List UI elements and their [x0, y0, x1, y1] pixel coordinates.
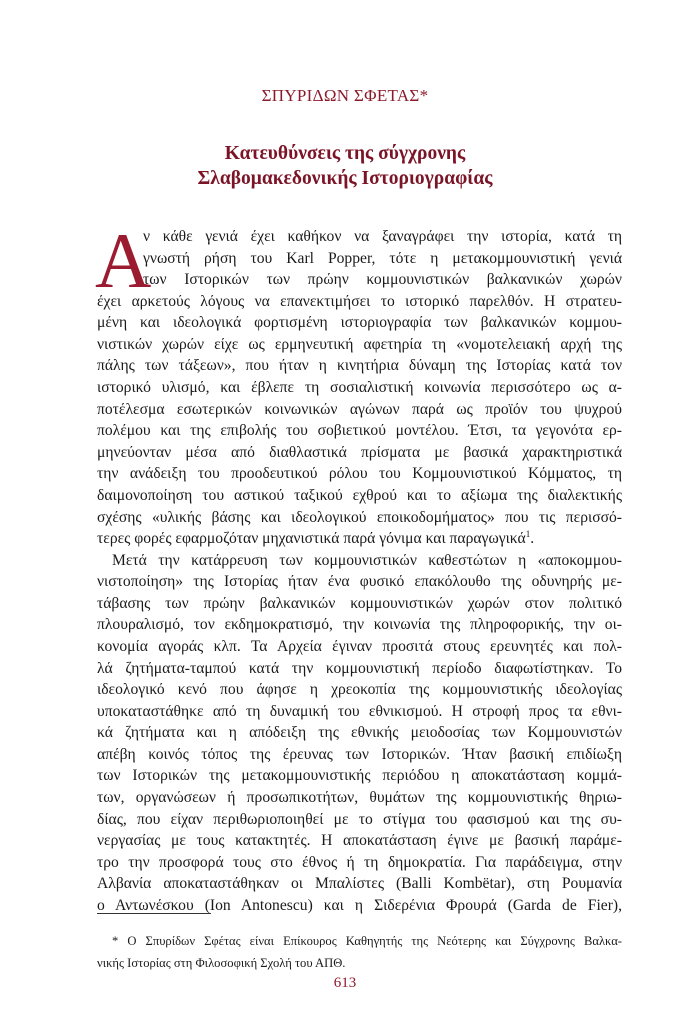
footnote [97, 932, 622, 975]
line-text: των Ιστορικών των πρώην κομμουνιστικών βαλκανικών χωρών [143, 271, 622, 289]
line-text: ιστορικό υλισμό, και έβλεπε τη σοσιαλιστική κοινωνία περισσότερο ως α- [97, 379, 622, 397]
line-text: μένη και ιδεολογικά φορτισμένη ιστοριογραφία των βαλκανικών κομμου- [97, 314, 622, 332]
line-text: την ανάδειξη του προοδευτικού ρόλου του Κομμουνιστικού Κόμματος, τη [97, 465, 622, 483]
article-body [95, 217, 622, 917]
line-text: Μετά την κατάρρευση των κομμουνιστικών καθεστώτων η «αποκομμου- [112, 551, 622, 569]
line-text: μηνεύονταν μέσα από διαθλαστικά πρίσματα με βασικά χαρακτηριστικά [97, 443, 622, 461]
footnote-line: νικής Ιστορίας στη Φιλοσοφική Σχολή του ΑΠΘ. [97, 955, 346, 970]
line-text: πολέμου και της επιβολής του σοβιετικού μοντέλου. Έτσι, τα γεγονότα ερ- [97, 422, 622, 440]
paragraph-1 [97, 226, 622, 550]
text-line [97, 809, 622, 831]
line-text: πάλης των τάξεων», που ήταν η κινητήρια δύναμη της Ιστορίας κατά τον [97, 357, 622, 375]
line-text: νιστοποίηση» της Ιστορίας ήταν ένα φυσικό επακόλουθο της οδυνηρής με- [97, 573, 622, 591]
paragraph-2 [97, 550, 622, 917]
text-line [97, 658, 622, 680]
line-text: ποτέλεσμα εσωτερικών κοινωνικών αγώνων παρά ως προϊόν του ψυχρού [97, 400, 622, 418]
text-line [97, 355, 622, 377]
text-line [97, 744, 622, 766]
text-line [97, 722, 622, 744]
line-text: λά ζητήματα-ταμπού κατά την κομμουνιστική περίοδο διαφωτίστηκαν. Το [97, 659, 622, 677]
line-text: τρο την προσφορά τους στο έθνος ή τη δημοκρατία. Για παράδειγμα, στην [97, 853, 622, 871]
text-line [97, 334, 622, 356]
line-text: των Ιστορικών της μετακομμουνιστικής περιόδου η αποκατάσταση κομμά- [97, 767, 622, 785]
text-line [97, 787, 622, 809]
line-text: σχέσης «υλικής βάσης και ιδεολογικού εποικοδομήματος» που τις περισσό- [97, 508, 622, 526]
line-text: ιδεολογικό κενό που άφησε η χρεοκοπία της κομμουνιστικής ιδεολογίας [97, 681, 622, 699]
text-line [97, 852, 622, 874]
line-text: υποκαταστάθηκε από τη δυναμική του εθνικισμού. Η στροφή προς τα εθνι- [97, 702, 622, 720]
text-line [97, 765, 622, 787]
line-text: δίας, που είχαν περιθωριοποιηθεί με το στίγμα του φασισμού και της συ- [97, 810, 622, 828]
text-line [97, 636, 622, 658]
text-line [97, 873, 622, 895]
text-line [143, 226, 622, 248]
page-number: 613 [333, 975, 357, 991]
drop-cap: Α [95, 217, 152, 304]
line-text: απέβη κοινός τόπος της έρευνας των Ιστορικών. Ήταν βασική επιδίωξη [97, 745, 622, 763]
line-text: κά ζητήματα και η απόδειξη της εθνικής μειοδοσίας των Κομμουνιστών [97, 724, 622, 742]
text-line [143, 248, 622, 270]
line-text: νιστικών χωρών είχε ως ερμηνευτική αφετηρία τη «νομοτελειακή αρχή της [97, 335, 622, 353]
text-line [97, 463, 622, 485]
line-text: πλουραλισμό, τον εκδημοκρατισμό, την κοινωνία της πληροφορικής, την οι- [97, 616, 622, 634]
text-line [97, 550, 622, 572]
footnote-divider [97, 913, 211, 914]
author-name: ΣΠΥΡΙΔΩΝ ΣΦΕΤΑΣ* [261, 86, 429, 105]
text-line [97, 420, 622, 442]
text-line [97, 830, 622, 852]
line-text: Αλβανία αποκαταστάθηκαν οι Μπαλίστες (Balli Kombëtar), στη Ρουμανία [97, 875, 622, 893]
line-text: δαιμονοποίηση του αστικού ταξικού εχθρού και το αξίωμα της διαλεκτικής [97, 486, 622, 504]
text-line [97, 312, 622, 334]
text-line [97, 701, 622, 723]
line-text: νεργασίας με τους κατακτητές. Η αποκατάσταση έγινε με βασική παράμε- [97, 832, 622, 850]
title-line-2: Σλαβομακεδονικής Ιστοριογραφίας [197, 168, 493, 189]
text-line [97, 399, 622, 421]
line-text: ο Αντωνέσκου (Ion Antonescu) και η Σιδερένια Φρουρά (Garda de Fier), [97, 896, 622, 914]
text-line [97, 614, 622, 636]
footnote-line: * Ο Σπυρίδων Σφέτας είναι Επίκουρος Καθηγητής της Νεότερης και Σύγχρονης Βαλκα- [112, 934, 622, 948]
text-line [97, 679, 622, 701]
text-line [97, 485, 622, 507]
text-line [97, 507, 622, 529]
line-text: κονομία αγοράς κλπ. Τα Αρχεία έγιναν προσιτά στους ερευνητές και πολ- [97, 637, 622, 655]
footnote-reference[interactable]: 1 [525, 528, 531, 539]
text-line [97, 593, 622, 615]
line-text: γνωστή ρήση του Karl Popper, τότε η μετακομμουνιστική γενιά [143, 249, 622, 267]
article-title [0, 141, 690, 191]
text-line: τερες φορές εφαρμοζόταν μηχανιστικά παρά γόνιμα και παραγωγικά$^1$. [97, 528, 535, 548]
line-text: έχει αρκετούς λόγους να επανεκτιμήσει το ιστορικό παρελθόν. Η στρατευ- [97, 292, 622, 310]
text-line [97, 442, 622, 464]
title-line-1: Κατευθύνσεις της σύγχρονης [224, 143, 466, 164]
text-line [143, 269, 622, 291]
text-line [97, 571, 622, 593]
line-text: τερες φορές εφαρμοζόταν μηχανιστικά παρά γόνιμα και παραγωγικά [97, 530, 526, 548]
line-text: των, οργανώσεων ή προσωπικοτήτων, θυμάτων της κομμουνιστικής θηριω- [97, 789, 622, 807]
text-line [97, 377, 622, 399]
line-text: ν κάθε γενιά έχει καθήκον να ξαναγράφει την ιστορία, κατά τη [143, 228, 622, 245]
line-text: τάβασης των πρώην βαλκανικών κομμουνιστικών χωρών στον πολιτικό [97, 594, 622, 612]
text-line [97, 291, 622, 313]
